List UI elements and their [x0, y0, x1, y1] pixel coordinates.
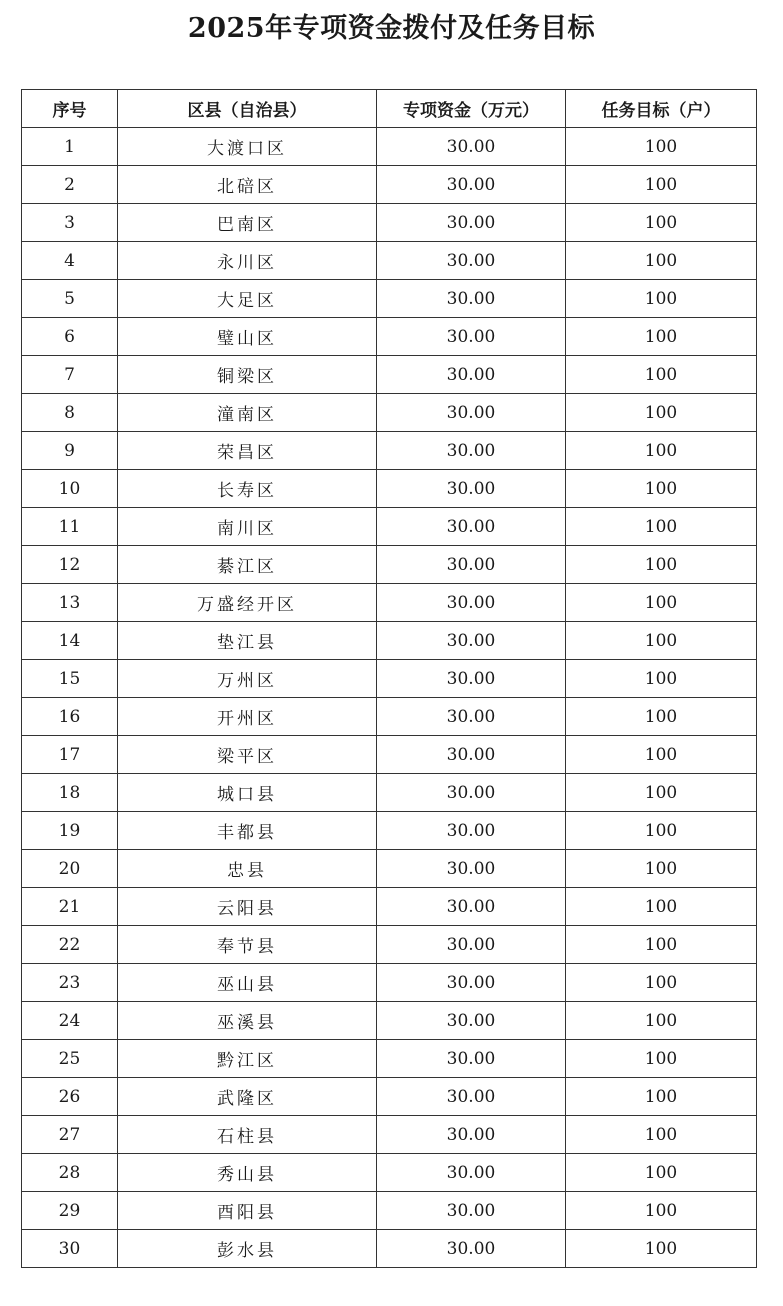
table-row	[22, 394, 757, 432]
cell-target: 100	[566, 394, 757, 432]
cell-district: 云阳县	[118, 888, 377, 926]
cell-target: 100	[566, 356, 757, 394]
table-row	[22, 774, 757, 812]
cell-no: 4	[22, 242, 118, 280]
cell-no: 21	[22, 888, 118, 926]
cell-funds: 30.00	[377, 1040, 566, 1078]
cell-funds: 30.00	[377, 1002, 566, 1040]
cell-district: 巫山县	[118, 964, 377, 1002]
cell-funds: 30.00	[377, 204, 566, 242]
cell-target: 100	[566, 1230, 757, 1268]
cell-target: 100	[566, 1192, 757, 1230]
cell-funds: 30.00	[377, 660, 566, 698]
cell-no: 20	[22, 850, 118, 888]
cell-no: 17	[22, 736, 118, 774]
cell-district: 永川区	[118, 242, 377, 280]
cell-no: 22	[22, 926, 118, 964]
cell-no: 10	[22, 470, 118, 508]
cell-no: 16	[22, 698, 118, 736]
cell-funds: 30.00	[377, 508, 566, 546]
cell-district: 开州区	[118, 698, 377, 736]
cell-funds: 30.00	[377, 394, 566, 432]
table-row	[22, 660, 757, 698]
cell-funds: 30.00	[377, 470, 566, 508]
cell-funds: 30.00	[377, 242, 566, 280]
table-row	[22, 926, 757, 964]
header-target: 任务目标（户）	[566, 90, 757, 128]
cell-district: 北碚区	[118, 166, 377, 204]
table-row	[22, 1230, 757, 1268]
cell-funds: 30.00	[377, 166, 566, 204]
cell-target: 100	[566, 1002, 757, 1040]
cell-district: 铜梁区	[118, 356, 377, 394]
header-no: 序号	[22, 90, 118, 128]
table-row	[22, 356, 757, 394]
table-row	[22, 166, 757, 204]
cell-target: 100	[566, 584, 757, 622]
table-row	[22, 128, 757, 166]
table-row	[22, 850, 757, 888]
cell-no: 8	[22, 394, 118, 432]
cell-no: 23	[22, 964, 118, 1002]
cell-target: 100	[566, 926, 757, 964]
table-row	[22, 736, 757, 774]
cell-funds: 30.00	[377, 584, 566, 622]
cell-target: 100	[566, 242, 757, 280]
cell-no: 13	[22, 584, 118, 622]
cell-no: 12	[22, 546, 118, 584]
cell-district: 忠县	[118, 850, 377, 888]
cell-no: 28	[22, 1154, 118, 1192]
cell-target: 100	[566, 1040, 757, 1078]
table-row	[22, 1192, 757, 1230]
cell-target: 100	[566, 660, 757, 698]
cell-no: 26	[22, 1078, 118, 1116]
cell-funds: 30.00	[377, 318, 566, 356]
table-row	[22, 1078, 757, 1116]
cell-funds: 30.00	[377, 432, 566, 470]
cell-target: 100	[566, 1154, 757, 1192]
table-row	[22, 318, 757, 356]
table-row	[22, 432, 757, 470]
table-row	[22, 204, 757, 242]
cell-funds: 30.00	[377, 1154, 566, 1192]
cell-district: 武隆区	[118, 1078, 377, 1116]
cell-no: 11	[22, 508, 118, 546]
cell-no: 2	[22, 166, 118, 204]
cell-target: 100	[566, 204, 757, 242]
cell-target: 100	[566, 888, 757, 926]
cell-no: 5	[22, 280, 118, 318]
cell-target: 100	[566, 166, 757, 204]
cell-target: 100	[566, 280, 757, 318]
cell-target: 100	[566, 812, 757, 850]
cell-district: 璧山区	[118, 318, 377, 356]
cell-district: 奉节县	[118, 926, 377, 964]
cell-district: 綦江区	[118, 546, 377, 584]
table-row	[22, 698, 757, 736]
cell-target: 100	[566, 736, 757, 774]
table-row	[22, 888, 757, 926]
cell-district: 秀山县	[118, 1154, 377, 1192]
cell-district: 巴南区	[118, 204, 377, 242]
cell-district: 万州区	[118, 660, 377, 698]
cell-no: 24	[22, 1002, 118, 1040]
cell-target: 100	[566, 1116, 757, 1154]
cell-funds: 30.00	[377, 812, 566, 850]
table-body	[22, 128, 757, 1268]
cell-funds: 30.00	[377, 774, 566, 812]
cell-target: 100	[566, 318, 757, 356]
cell-district: 大渡口区	[118, 128, 377, 166]
cell-target: 100	[566, 850, 757, 888]
cell-funds: 30.00	[377, 888, 566, 926]
table-row	[22, 546, 757, 584]
cell-no: 30	[22, 1230, 118, 1268]
cell-district: 城口县	[118, 774, 377, 812]
cell-no: 19	[22, 812, 118, 850]
cell-district: 梁平区	[118, 736, 377, 774]
cell-district: 石柱县	[118, 1116, 377, 1154]
cell-district: 大足区	[118, 280, 377, 318]
cell-district: 荣昌区	[118, 432, 377, 470]
cell-funds: 30.00	[377, 926, 566, 964]
cell-no: 1	[22, 128, 118, 166]
cell-no: 15	[22, 660, 118, 698]
cell-target: 100	[566, 432, 757, 470]
table-row	[22, 584, 757, 622]
cell-district: 潼南区	[118, 394, 377, 432]
cell-district: 黔江区	[118, 1040, 377, 1078]
cell-target: 100	[566, 964, 757, 1002]
page-title: 2025年专项资金拨付及任务目标	[187, 13, 596, 44]
table-row	[22, 508, 757, 546]
cell-target: 100	[566, 508, 757, 546]
cell-district: 长寿区	[118, 470, 377, 508]
cell-no: 3	[22, 204, 118, 242]
cell-no: 14	[22, 622, 118, 660]
table-row	[22, 1040, 757, 1078]
table-row	[22, 1154, 757, 1192]
cell-no: 7	[22, 356, 118, 394]
cell-district: 丰都县	[118, 812, 377, 850]
cell-target: 100	[566, 470, 757, 508]
cell-no: 6	[22, 318, 118, 356]
table-row	[22, 1116, 757, 1154]
cell-funds: 30.00	[377, 546, 566, 584]
header-funds: 专项资金（万元）	[377, 90, 566, 128]
cell-funds: 30.00	[377, 736, 566, 774]
header-district: 区县（自治县）	[118, 90, 377, 128]
cell-funds: 30.00	[377, 964, 566, 1002]
table-row	[22, 1002, 757, 1040]
cell-no: 18	[22, 774, 118, 812]
cell-funds: 30.00	[377, 1230, 566, 1268]
cell-district: 彭水县	[118, 1230, 377, 1268]
cell-funds: 30.00	[377, 128, 566, 166]
table-row	[22, 280, 757, 318]
cell-district: 巫溪县	[118, 1002, 377, 1040]
table-row	[22, 812, 757, 850]
table-header-row	[22, 90, 757, 128]
cell-no: 27	[22, 1116, 118, 1154]
cell-target: 100	[566, 546, 757, 584]
cell-district: 垫江县	[118, 622, 377, 660]
cell-target: 100	[566, 128, 757, 166]
cell-funds: 30.00	[377, 698, 566, 736]
table-row	[22, 964, 757, 1002]
cell-funds: 30.00	[377, 1078, 566, 1116]
table-row	[22, 622, 757, 660]
cell-no: 9	[22, 432, 118, 470]
cell-target: 100	[566, 774, 757, 812]
cell-target: 100	[566, 1078, 757, 1116]
cell-district: 万盛经开区	[118, 584, 377, 622]
cell-no: 29	[22, 1192, 118, 1230]
cell-funds: 30.00	[377, 1192, 566, 1230]
cell-funds: 30.00	[377, 356, 566, 394]
table-row	[22, 470, 757, 508]
funds-table	[21, 89, 757, 1268]
cell-district: 酉阳县	[118, 1192, 377, 1230]
cell-funds: 30.00	[377, 1116, 566, 1154]
cell-target: 100	[566, 698, 757, 736]
table-row	[22, 242, 757, 280]
cell-district: 南川区	[118, 508, 377, 546]
cell-funds: 30.00	[377, 850, 566, 888]
cell-no: 25	[22, 1040, 118, 1078]
cell-funds: 30.00	[377, 280, 566, 318]
cell-funds: 30.00	[377, 622, 566, 660]
cell-target: 100	[566, 622, 757, 660]
